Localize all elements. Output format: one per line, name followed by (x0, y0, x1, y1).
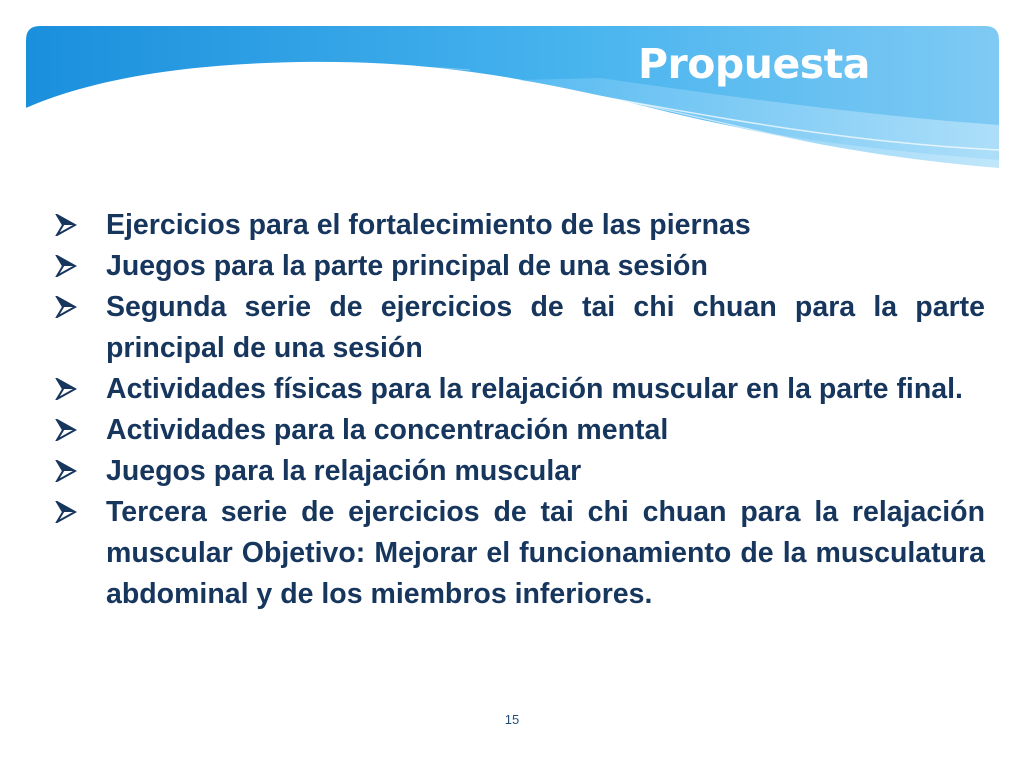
bullet-content (55, 205, 985, 615)
arrow-bullet-icon (55, 460, 77, 482)
bullet-item (55, 451, 985, 492)
bullet-item (55, 410, 985, 451)
arrow-bullet-icon (55, 255, 77, 277)
bullet-text: Juegos para la parte principal de una sesión (106, 250, 708, 282)
bullet-text: Ejercicios para el fortalecimiento de las piernas (106, 209, 751, 241)
bullet-text: Tercera serie de ejercicios de tai chi chuan para la relajación muscular Objetivo: Mejorar el funcionamiento de la musculatura abdominal y de los miembros inferiores. (106, 496, 985, 610)
bullet-item (55, 246, 985, 287)
bullet-item (55, 369, 985, 410)
arrow-bullet-icon (55, 378, 77, 400)
slide-title: Propuesta (638, 40, 870, 88)
bullet-text: Segunda serie de ejercicios de tai chi chuan para la parte principal de una sesión (106, 291, 985, 364)
page-number: 15 (504, 712, 520, 727)
arrow-bullet-icon (55, 501, 77, 523)
bullet-text: Actividades para la concentración mental (106, 414, 669, 446)
arrow-bullet-icon (55, 296, 77, 318)
bullet-item (55, 205, 985, 246)
bullet-text: Juegos para la relajación muscular (106, 455, 582, 487)
arrow-bullet-icon (55, 214, 77, 236)
bullet-item (55, 492, 985, 615)
arrow-bullet-icon (55, 419, 77, 441)
bullet-text: Actividades físicas para la relajación muscular en la parte final. (106, 373, 963, 405)
bullet-list (55, 205, 985, 615)
bullet-item (55, 287, 985, 369)
